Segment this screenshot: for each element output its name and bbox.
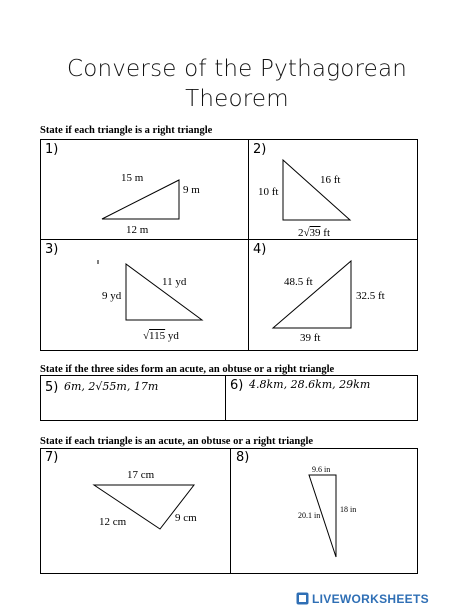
problem-7-number: 7) [45,450,59,465]
problem-1-number: 1) [45,142,59,157]
triangle-4 [273,261,351,328]
problem-4-side-b: 32.5 ft [356,290,385,302]
problem-7-side-b: 12 cm [99,516,127,528]
problem-2-unit: ft [323,227,331,239]
problem-1-side-a: 15 m [121,172,144,184]
triangle-3 [126,264,202,320]
title-line-1: Converse of the Pythagorean [66,56,408,82]
triangle-2 [283,160,350,220]
problem-5-sides: 6m, 2√55m, 17m [64,380,159,393]
problem-3-side-b: 11 yd [162,276,187,288]
problem-1-side-b: 9 m [183,184,200,196]
problem-3-side-a: 9 yd [102,290,122,302]
liveworksheets-logo-icon [296,592,309,605]
problem-2-number: 2) [253,142,267,157]
problem-2-radicand: 39 [309,227,321,239]
problem-5-number: 5) [45,380,59,395]
problem-8-side-a: 9.6 in [312,465,331,474]
problem-6-sides: 4.8km, 28.6km, 29km [249,378,371,391]
title-line-2: Theorem [185,86,289,112]
problem-3-unit: yd [167,330,179,342]
radical-icon: √ [303,227,310,239]
problem-8-side-c: 18 in [340,505,357,514]
problem-2-side-b: 16 ft [320,174,341,186]
problem-8-side-b: 20.1 in [298,511,321,520]
problem-4-side-c: 39 ft [300,332,321,344]
problem-7-side-a: 17 cm [127,469,155,481]
instruction-1: State if each triangle is a right triangle [40,125,213,136]
problem-2-side-c [298,227,330,239]
footer-brand[interactable]: LIVEWORKSHEETS [312,592,429,606]
problem-4-side-a: 48.5 ft [284,276,313,288]
problem-2-coef: 2 [298,227,304,239]
problem-6-number: 6) [230,378,244,393]
instruction-3: State if each triangle is an acute, an obtuse or a right triangle [40,436,314,447]
problem-7-box [40,448,231,574]
problem-3-number: 3) [45,242,59,257]
problem-8-number: 8) [236,450,250,465]
triangle-1 [102,180,179,219]
problem-4-number: 4) [253,242,267,257]
problem-3-side-c [143,330,179,342]
problem-7-side-c: 9 cm [175,512,197,524]
problem-3-radicand: 115 [149,330,166,342]
instruction-2: State if the three sides form an acute, an obtuse or a right triangle [40,364,335,375]
problem-2-side-a: 10 ft [258,186,279,198]
problem-1-side-c: 12 m [126,224,149,236]
radical-icon: √ [143,330,150,342]
